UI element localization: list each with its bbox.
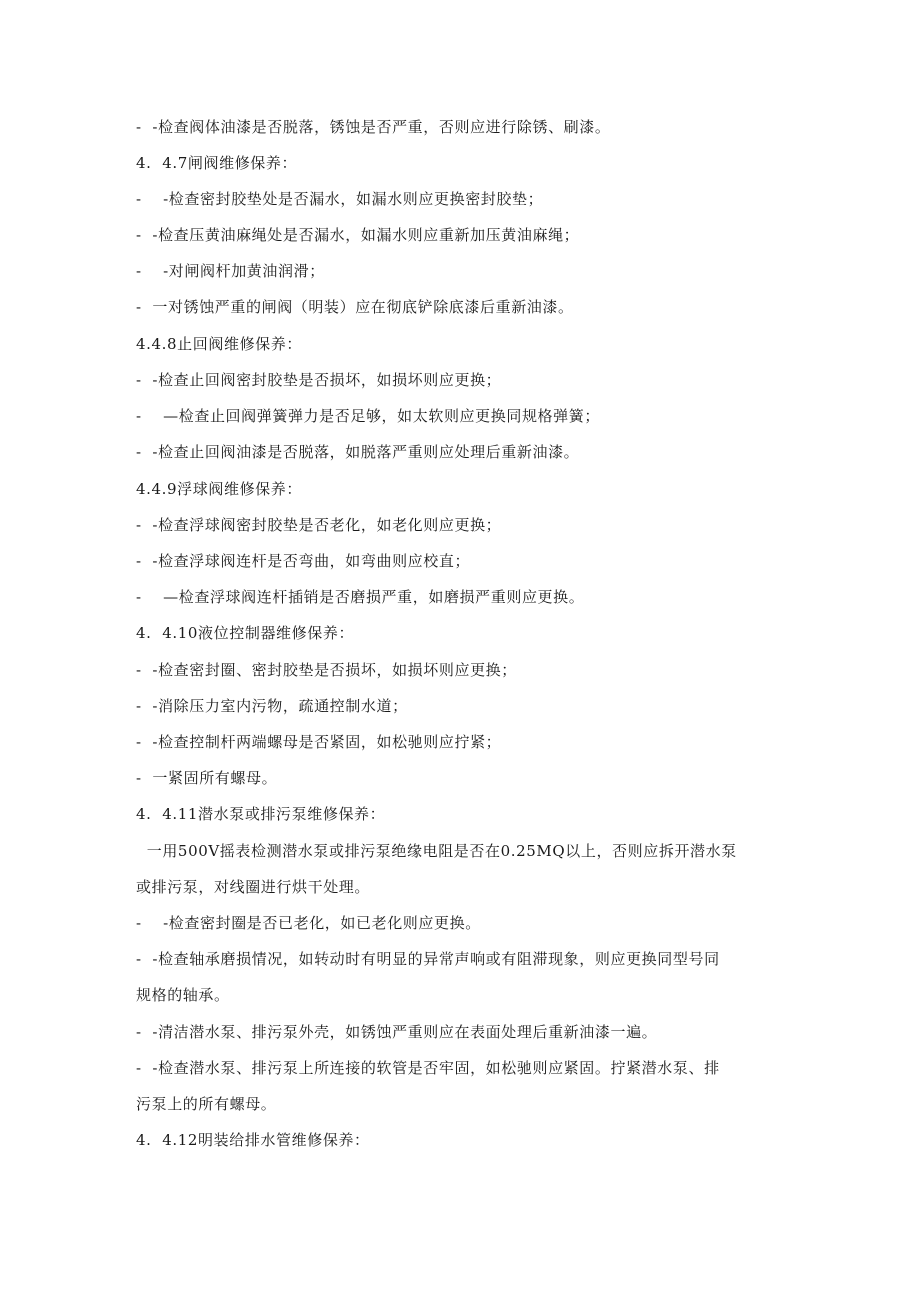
section-heading: 4.4.8止回阀维修保养： — [136, 335, 302, 353]
text-line: - -检查控制杆两端螺母是否紧固，如松驰则应拧紧； — [136, 733, 502, 751]
text-line: - -检查止回阀密封胶垫是否损坏，如损坏则应更换； — [136, 371, 502, 389]
text-line: 一用500V摇表检测潜水泵或排污泵绝缘电阻是否在0.25MQ以上，否则应拆开潜水泵 — [136, 842, 737, 860]
text-line: - -检查潜水泵、排污泵上所连接的软管是否牢固，如松驰则应紧固。拧紧潜水泵、排 — [136, 1059, 720, 1077]
section-heading: 4. 4.7闸阀维修保养： — [136, 154, 298, 172]
text-line: - 一紧固所有螺母。 — [136, 769, 278, 787]
text-line: - -检查密封胶垫处是否漏水，如漏水则应更换密封胶垫； — [136, 190, 544, 208]
text-line: - -检查浮球阀密封胶垫是否老化，如老化则应更换； — [136, 516, 502, 534]
text-line: - -检查浮球阀连杆是否弯曲，如弯曲则应校直； — [136, 552, 471, 570]
text-line: 规格的轴承。 — [136, 986, 230, 1004]
text-line: - -检查密封圈是否已老化，如已老化则应更换。 — [136, 914, 481, 932]
text-line: - -检查阀体油漆是否脱落，锈蚀是否严重，否则应进行除锈、刷漆。 — [136, 118, 611, 136]
text-line: - -对闸阀杆加黄油润滑； — [136, 262, 325, 280]
section-heading: 4. 4.12明装给排水管维修保养： — [136, 1131, 370, 1149]
text-line: - —检查止回阀弹簧弹力是否足够，如太软则应更换同规格弹簧； — [136, 407, 600, 425]
text-line: - -检查压黄油麻绳处是否漏水，如漏水则应重新加压黄油麻绳； — [136, 226, 580, 244]
text-line: 污泵上的所有螺母。 — [136, 1095, 277, 1113]
text-line: 或排污泵，对线圈进行烘干处理。 — [136, 878, 371, 896]
text-line: - -检查密封圈、密封胶垫是否损坏，如损坏则应更换； — [136, 661, 517, 679]
section-heading: 4. 4.11潜水泵或排污泵维修保养： — [136, 805, 386, 823]
text-line: - -检查止回阀油漆是否脱落，如脱落严重则应处理后重新油漆。 — [136, 443, 580, 461]
text-line: - -清洁潜水泵、排污泵外壳，如锈蚀严重则应在表面处理后重新油漆一遍。 — [136, 1023, 658, 1041]
text-line: - -消除压力室内污物，疏通控制水道； — [136, 697, 408, 715]
text-line: - -检查轴承磨损情况，如转动时有明显的异常声响或有阻滞现象，则应更换同型号同 — [136, 950, 720, 968]
section-heading: 4.4.9浮球阀维修保养： — [136, 480, 302, 498]
text-line: - 一对锈蚀严重的闸阀（明装）应在彻底铲除底漆后重新油漆。 — [136, 298, 574, 316]
text-line: - —检查浮球阀连杆插销是否磨损严重，如磨损严重则应更换。 — [136, 588, 585, 606]
section-heading: 4. 4.10液位控制器维修保养： — [136, 624, 355, 642]
